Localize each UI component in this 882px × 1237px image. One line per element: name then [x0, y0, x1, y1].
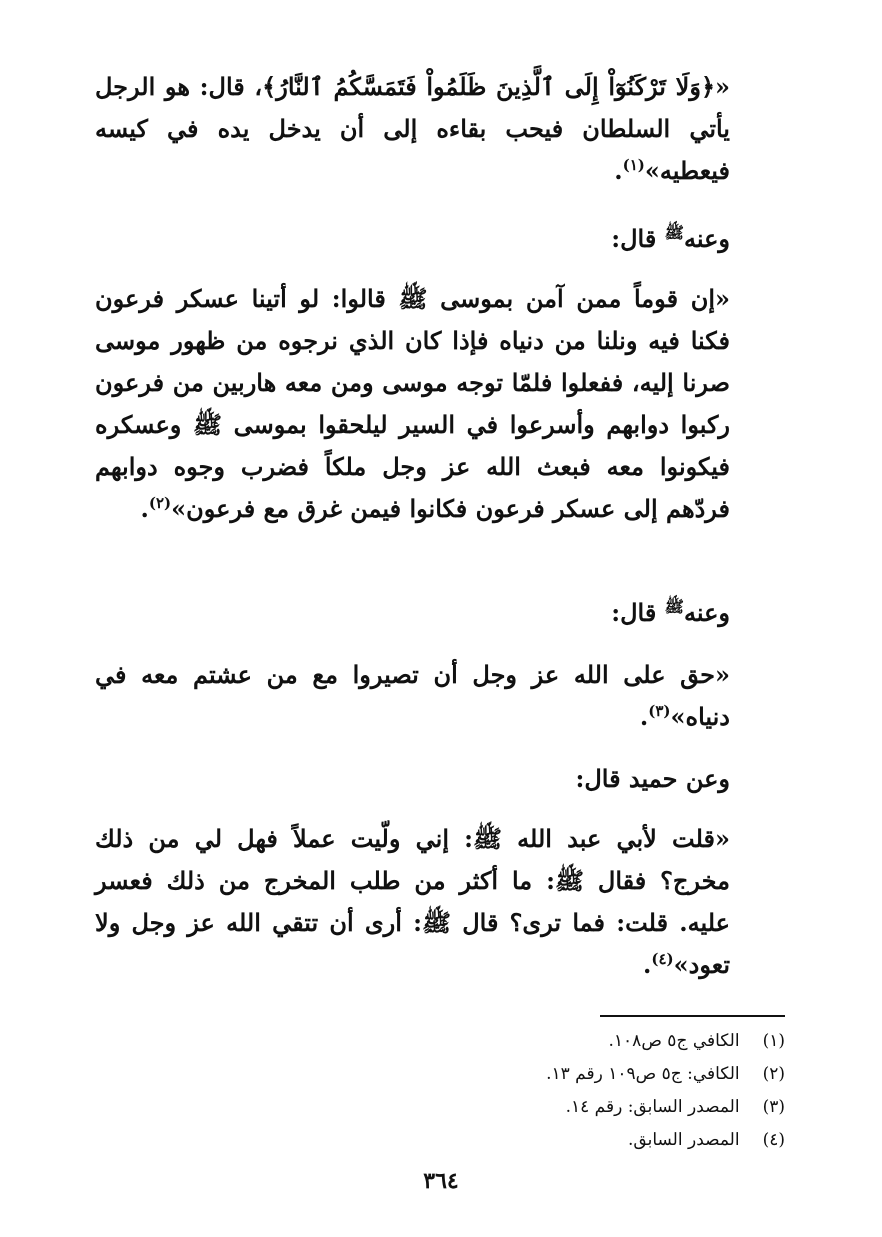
- footnote-text: الكافي ج٥ ص١٠٨.: [608, 1031, 740, 1051]
- paragraph-2-tail: .: [140, 494, 149, 523]
- paragraph-2: [95, 278, 730, 530]
- paragraph-3: [95, 654, 730, 738]
- paragraph-1: [95, 66, 730, 192]
- intro-2-text: وعنه: [683, 598, 730, 627]
- footnote-ref-2: (٢): [148, 494, 172, 512]
- intro-1-text: وعنه: [683, 224, 730, 253]
- paragraph-3-text: «حق على الله عز وجل أن تصيروا مع من عشتم معه في دنياه»: [95, 660, 730, 731]
- footnote-number: (٤): [762, 1130, 785, 1150]
- paragraph-4-tail: .: [643, 950, 652, 979]
- intro-line-3: [575, 758, 730, 800]
- footnote-text: الكافي: ج٥ ص١٠٩ رقم ١٣.: [546, 1064, 740, 1084]
- footnote-ref-1: (١): [622, 156, 645, 174]
- paragraph-4-text: «قلت لأبي عبد الله ﷺ: إني ولّيت عملاً فهل لي من ذلك مخرج؟ فقال ﷺ: ما أكثر من طلب المخرج من ذلك فعسر عليه. قلت: فما ترى؟ قال ﷺ: أرى أن تتقي الله عز وجل ولا تعود»: [95, 824, 730, 979]
- footnote-number: (٢): [762, 1064, 785, 1084]
- salawat-glyph: ﷺ: [664, 223, 684, 242]
- paragraph-2-text: «إن قوماً ممن آمن بموسى ﷺ قالوا: لو أتينا عسكر فرعون فكنا فيه ونلنا من دنياه فإذا كان الذي نرجوه من ظهور موسى صرنا إليه، ففعلوا فلمّا توجه موسى ومن معه هاربين من فرعون ركبوا دوابهم وأسرعوا في السير ليلحقوا بموسى ﷺ وعسكره فيكونوا معه فبعث الله عز وجل ملكاً فضرب وجوه دوابهم فردّهم إلى عسكر فرعون فكانوا فيمن غرق مع فرعون»: [95, 284, 731, 523]
- footnote-ref-3: (٣): [648, 702, 671, 720]
- footnote-text: المصدر السابق: رقم ١٤.: [565, 1097, 740, 1117]
- footnote-item: [546, 1091, 785, 1124]
- intro-line-2: [611, 592, 730, 634]
- paragraph-1-text: «﴿وَلَا تَرْكَنُوٓاْ إِلَى ٱلَّذِينَ ظَلَمُواْ فَتَمَسَّكُمُ ٱلنَّارُ﴾، قال: هو الرجل يأتي السلطان فيحب بقاءه إلى أن يدخل يده في كيسه فيعطيه»: [95, 72, 731, 185]
- salawat-glyph: ﷺ: [664, 597, 684, 616]
- page-number: ٣٦٤: [423, 1168, 459, 1194]
- intro-3-text: وعن حميد قال:: [575, 764, 730, 793]
- intro-1-after: قال:: [611, 224, 665, 253]
- intro-line-1: [611, 218, 730, 260]
- footnote-number: (٣): [762, 1097, 785, 1117]
- footnote-ref-4: (٤): [651, 950, 674, 968]
- footnote-number: (١): [762, 1031, 785, 1051]
- footnote-item: [546, 1124, 785, 1157]
- paragraph-4: [95, 818, 730, 986]
- footnote-item: [546, 1058, 785, 1091]
- footnote-text: المصدر السابق.: [628, 1130, 740, 1150]
- footnotes: [546, 1025, 785, 1157]
- paragraph-3-tail: .: [639, 702, 649, 731]
- footnote-divider: [600, 1015, 785, 1017]
- paragraph-1-tail: .: [614, 156, 623, 185]
- footnote-item: [546, 1025, 785, 1058]
- intro-2-after: قال:: [611, 598, 665, 627]
